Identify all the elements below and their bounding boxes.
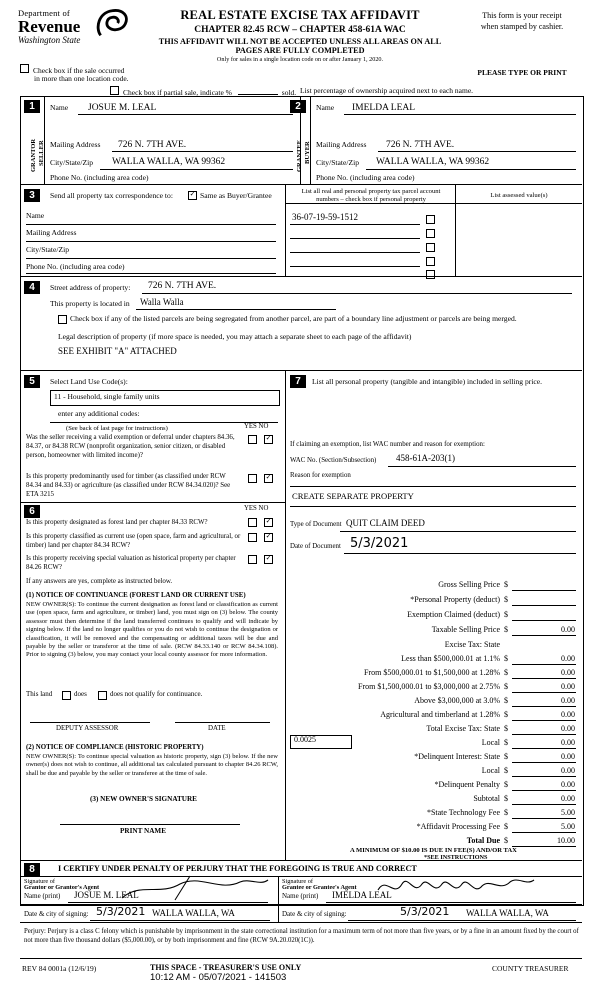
land-use-title: Select Land Use Code(s): [50, 377, 128, 386]
receipt-line2: when stamped by cashier. [480, 22, 564, 31]
buyer-city-value[interactable]: WALLA WALLA, WA 99362 [376, 157, 490, 167]
row-value-18[interactable]: 10.00 [557, 836, 575, 845]
s6-q2-no-checkbox[interactable]: ✓ [265, 533, 272, 540]
parcel-number-1[interactable]: 36-07-19-59-1512 [292, 212, 358, 222]
title-warning: THIS AFFIDAVIT WILL NOT BE ACCEPTED UNLESS ALL AREAS ON ALL PAGES ARE FULLY COMPLETED [158, 37, 442, 55]
type-print-note: PLEASE TYPE OR PRINT [477, 68, 567, 77]
title-main: REAL ESTATE EXCISE TAX AFFIDAVIT [180, 8, 420, 22]
local-rate-value: 0.0025 [294, 735, 316, 744]
buyer-mailing-rule [378, 151, 576, 152]
buyer-city-label: City/State/Zip [316, 158, 360, 167]
divider-assessed [455, 184, 456, 276]
divider-below-section4 [20, 370, 582, 371]
row-dollar-3: $ [504, 625, 508, 634]
row-dollar-14: $ [504, 780, 508, 789]
exemption-claim-label: If claiming an exemption, list WAC number and reason for exemption: [290, 441, 485, 448]
parcel-rule-4 [290, 266, 420, 267]
divider-sig-left-right [278, 876, 279, 904]
grantee-sig-label1: Signature of [282, 878, 313, 885]
grantor-sig-label2: Grantor or Grantor's Agent [24, 884, 100, 891]
row-rule-11 [512, 748, 576, 749]
s6-question-3: Is this property receiving special valuation as historical property per chapter 84.26 RCW? [26, 555, 236, 572]
row-value-14[interactable]: 0.00 [561, 780, 575, 789]
s6-question-1: Is this property designated as forest land per chapter 84.33 RCW? [26, 519, 208, 526]
row-label-1: *Personal Property (deduct) [410, 595, 500, 604]
s5-q2-yes-checkbox[interactable] [248, 474, 257, 483]
grantor-city-value[interactable]: WALLA WALLA, WA [152, 908, 235, 918]
land-use-value: 11 - Household, single family units [54, 392, 160, 401]
same-as-buyer-label: Same as Buyer/Grantee [200, 191, 272, 200]
row-dollar-15: $ [504, 794, 508, 803]
grantor-name-rule [68, 902, 268, 903]
additional-codes-label: enter any additional codes: [58, 409, 140, 418]
row-rule-18 [512, 846, 576, 847]
grantee-date-value[interactable]: 5/3/2021 [400, 905, 450, 918]
row-rule-9 [512, 720, 576, 721]
partial-sale-label: Check box if partial sale, indicate % [123, 88, 232, 97]
seller-city-value[interactable]: WALLA WALLA, WA 99362 [112, 157, 226, 167]
located-in-value[interactable]: Walla Walla [140, 297, 184, 307]
dept-line3: Washington State [18, 35, 81, 45]
seller-phone-label: Phone No. (including area code) [50, 173, 149, 182]
buyer-mailing-label: Mailing Address [316, 140, 367, 149]
print-name-label: PRINT NAME [120, 827, 166, 835]
grantee-name-label: Name (print) [282, 892, 319, 900]
row-dollar-5: $ [504, 654, 508, 663]
buyer-mailing-value[interactable]: 726 N. 7TH AVE. [386, 140, 455, 150]
s5-q1-no-checkbox[interactable]: ✓ [265, 435, 272, 442]
row-rule-0 [512, 590, 576, 591]
title-chapter: CHAPTER 82.45 RCW – CHAPTER 458-61A WAC [194, 25, 406, 35]
receipt-line1: This form is your receipt [482, 11, 562, 20]
section-7-number: 7 [290, 375, 306, 388]
grantor-date-label: Date & city of signing: [24, 910, 89, 918]
send-correspondence-label: Send all property tax correspondence to: [50, 191, 173, 200]
this-land-does-checkbox[interactable] [62, 691, 71, 700]
section-8-number: 8 [24, 863, 40, 876]
s3-phone-label: Phone No. (including area code) [26, 262, 125, 271]
reason-exemption-value[interactable]: CREATE SEPARATE PROPERTY [292, 491, 414, 501]
row-value-8[interactable]: 0.00 [561, 696, 575, 705]
reason-rule-2 [290, 506, 576, 507]
row-label-2: Exemption Claimed (deduct) [407, 610, 500, 619]
section-4-number: 4 [24, 281, 40, 294]
row-label-5: Less than $500,000.01 at 1.1% [401, 654, 500, 663]
s6-q3-yes-checkbox[interactable] [248, 555, 257, 564]
partial-sale-checkbox[interactable] [110, 86, 119, 95]
s3-phone-rule[interactable] [26, 273, 276, 274]
divider-sig-row [20, 904, 582, 905]
doc-type-value[interactable]: QUIT CLAIM DEED [346, 518, 425, 528]
perjury-note [24, 927, 580, 945]
row-value-15[interactable]: 0.00 [561, 794, 575, 803]
row-dollar-1: $ [504, 595, 508, 604]
row-label-16: *State Technology Fee [426, 808, 500, 817]
row-dollar-2: $ [504, 610, 508, 619]
s6-q3-no-checkbox[interactable]: ✓ [265, 555, 272, 562]
s5-question-1: Was the seller receiving a valid exemption or deferral under chapters 84.36, 84.37, or 84.38 RCW (nonprofit organization, senior citizen, or disabled person, homeowner with limited income)? [26, 434, 235, 460]
seller-mailing-label: Mailing Address [50, 140, 101, 149]
deputy-date-label: DATE [208, 725, 226, 732]
notice2-body: NEW OWNER(S): To continue special valuation as historic property, sign (3) below. If the new owner(s) does not wish to continue, all additional tax calculated pursuant to chapter 84.26 RCW, shall be due and payable by the seller or transferee at the time of sale. [26, 753, 278, 777]
row-value-10[interactable]: 0.00 [561, 724, 575, 733]
row-rule-3 [512, 635, 576, 636]
personal-property-title: List all personal property (tangible and intangible) included in selling price. [312, 377, 543, 386]
row-label-6: From $500,000.01 to $1,500,000 at 1.28% [364, 668, 500, 677]
row-dollar-11: $ [504, 738, 508, 747]
row-dollar-12: $ [504, 752, 508, 761]
s3-city-rule[interactable] [26, 258, 276, 259]
this-land-does-not-checkbox[interactable] [98, 691, 107, 700]
row-dollar-13: $ [504, 766, 508, 775]
street-address-value[interactable]: 726 N. 7TH AVE. [148, 281, 217, 291]
row-label-13: Local [481, 766, 500, 775]
notice1-body: NEW OWNER(S): To continue the current designation as forest land or classification as current use (open space, farm and agriculture, or timber) land, you must sign on (3) below. The county assessor must then determine if the land transferred continues to qualify and will indicate by signing below. If the land no longer qualifies or you do not wish to continue the designation or classification, it will be removed and the compensating or additional taxes will be due and payable by the seller or transferor at the time of sale. (RCW 84.33.140 or RCW 84.34.108). Prior to signing (3) below, you may contact your local county assessor for more information. [26, 601, 278, 659]
row-dollar-17: $ [504, 822, 508, 831]
notice2-title: (2) NOTICE OF COMPLIANCE (HISTORIC PROPERTY) [26, 744, 204, 751]
s3-mailing-rule[interactable] [26, 241, 276, 242]
buyer-name-rule [344, 114, 576, 115]
grantee-date-label: Date & city of signing: [282, 910, 347, 918]
this-land-label: This land [26, 690, 53, 698]
doc-date-value[interactable]: 5/3/2021 [350, 536, 409, 551]
parcel-personal-checkbox-5[interactable] [426, 270, 435, 279]
divider-section6 [20, 502, 285, 503]
grantor-date-value[interactable]: 5/3/2021 [96, 905, 146, 918]
s5-question-2: Is this property predominantly used for timber (as classified under RCW 84.34 and 84.33) or agriculture (as classified under RCW 84.34.020)? See ETA 3215 [26, 473, 231, 499]
page-header [0, 0, 600, 97]
row-rule-17 [512, 832, 576, 833]
doc-date-rule [344, 553, 576, 554]
row-value-3[interactable]: 0.00 [561, 625, 575, 634]
divider-below-parties [20, 184, 582, 185]
row-label-4: Excise Tax: State [444, 640, 500, 649]
row-rule-16 [512, 818, 576, 819]
revenue-swirl-icon [93, 7, 131, 41]
located-in-label: This property is located in [50, 299, 130, 308]
located-in-rule [136, 309, 336, 310]
county-treasurer-label: COUNTY TREASURER [492, 964, 569, 973]
row-label-15: Subtotal [473, 794, 500, 803]
seller-city-label: City/State/Zip [50, 158, 94, 167]
buyer-name-label: Name [316, 103, 335, 112]
row-value-12[interactable]: 0.00 [561, 752, 575, 761]
divider-bottom-section8 [20, 922, 582, 923]
seller-name-value[interactable]: JOSUE M. LEAL [88, 103, 157, 113]
s3-mailing-label: Mailing Address [26, 228, 77, 237]
s6-question-2: Is this property classified as current use (open space, farm and agricultural, or timber) land per chapter 84.34 RCW? [26, 533, 241, 550]
row-dollar-16: $ [504, 808, 508, 817]
section-5-number: 5 [24, 375, 40, 388]
certify-statement: I CERTIFY UNDER PENALTY OF PERJURY THAT THE FOREGOING IS TRUE AND CORRECT [58, 864, 417, 873]
parcel-personal-checkbox-3[interactable] [426, 243, 435, 252]
wac-number-label: WAC No. (Section/Subsection) [290, 457, 377, 464]
segregation-label: Check box if any of the listed parcels are being segregated from another parcel, are part of a boundary line adjustment or parcels are being merged. [70, 314, 517, 323]
grantor-name-value[interactable]: JOSUE M. LEAL [74, 890, 139, 900]
grantor-sig-label1: Signature of [24, 878, 55, 885]
row-rule-6 [512, 678, 576, 679]
s6-yesno-header: YES NO [244, 505, 269, 512]
this-land-does-label: does [74, 690, 87, 698]
row-value-7[interactable]: 0.00 [561, 682, 575, 691]
street-address-rule [142, 293, 572, 294]
reason-exemption-label: Reason for exemption [290, 472, 351, 479]
ownership-note: List percentage of ownership acquired next to each name. [300, 86, 474, 95]
row-value-6[interactable]: 0.00 [561, 668, 575, 677]
buyer-city-rule [366, 169, 576, 170]
seller-side-label: SELLER [38, 140, 45, 166]
divider-below-section3 [20, 276, 582, 277]
row-rule-14 [512, 790, 576, 791]
section-2-number: 2 [290, 100, 306, 113]
row-label-10: Total Excise Tax: State [426, 724, 500, 733]
row-label-17: *Affidavit Processing Fee [416, 822, 500, 831]
grantee-name-value[interactable]: IMELDA LEAL [332, 890, 392, 900]
row-rule-7 [512, 692, 576, 693]
row-rule-15 [512, 804, 576, 805]
buyer-side-label: BUYER [304, 141, 311, 164]
assessed-column-header: List assessed value(s) [490, 192, 548, 199]
s3-city-label: City/State/Zip [26, 245, 70, 254]
row-label-14: *Delinquent Penalty [434, 780, 500, 789]
legal-description-value[interactable]: SEE EXHIBIT "A" ATTACHED [58, 346, 177, 356]
form-revision: REV 84 0001a (12/6/19) [22, 964, 97, 973]
street-address-label: Street address of property: [50, 283, 131, 292]
form-title [150, 8, 450, 63]
doc-type-label: Type of Document [290, 521, 342, 528]
seller-name-rule [78, 114, 293, 115]
buyer-phone-label: Phone No. (including area code) [316, 173, 415, 182]
divider-section8 [20, 860, 582, 861]
see-back-note: (See back of last page for instructions) [66, 425, 168, 432]
see-instructions-note: *SEE INSTRUCTIONS [424, 854, 488, 861]
wac-number-rule [388, 466, 576, 467]
row-label-8: Above $3,000,000 at 3.0% [414, 696, 500, 705]
divider-section3 [285, 184, 286, 276]
notice1-title: (1) NOTICE OF CONTINUANCE (FOREST LAND OR CURRENT USE) [26, 592, 246, 599]
seller-mailing-value[interactable]: 726 N. 7TH AVE. [118, 140, 187, 150]
grantee-date-rule [348, 920, 576, 921]
row-value-5[interactable]: 0.00 [561, 654, 575, 663]
s3-name-label: Name [26, 211, 45, 220]
perjury-text: Perjury: Perjury is a class C felony which is punishable by imprisonment in the state correctional institution for a maximum term of not more than five years, or by a fine in an amount fixed by the court of not more than five thousand dollars ($5,000.00), or by both imprisonment and fine (RCW 9A.20.020(1C)). [24, 928, 579, 944]
dept-line2: Revenue [18, 17, 81, 36]
divider-sig-row-vert [278, 904, 279, 922]
row-dollar-6: $ [504, 668, 508, 677]
grantor-side-label: GRANTOR [30, 138, 37, 172]
divider-left-right-lower [285, 370, 286, 860]
row-value-9[interactable]: 0.00 [561, 710, 575, 719]
doc-type-rule [340, 531, 576, 532]
row-value-11[interactable]: 0.00 [561, 738, 575, 747]
parcel-rule-1 [290, 224, 420, 225]
row-dollar-9: $ [504, 710, 508, 719]
deputy-assessor-rule[interactable] [30, 722, 150, 723]
row-label-0: Gross Selling Price [438, 580, 500, 589]
row-rule-10 [512, 734, 576, 735]
grantor-signature[interactable] [120, 874, 270, 902]
dept-line1: Department of [18, 8, 70, 18]
row-label-11: Local [481, 738, 500, 747]
parcel-personal-checkbox-4[interactable] [426, 257, 435, 266]
section-1-number: 1 [24, 100, 40, 113]
grantee-side-label: GRANTEE [296, 139, 303, 172]
row-rule-2 [512, 620, 576, 621]
s3-name-rule[interactable] [26, 224, 276, 225]
s6-q2-yes-checkbox[interactable] [248, 533, 257, 542]
partial-sale-sold: sold. [281, 88, 297, 97]
multi-location-label: Check box if the sale occurred [33, 66, 125, 75]
multi-location-checkbox[interactable] [20, 64, 29, 73]
s6-q1-no-checkbox[interactable]: ✓ [265, 518, 272, 525]
grantee-sig-label2: Grantee or Grantee's Agent [282, 884, 357, 891]
s5-q1-yes-checkbox[interactable] [248, 435, 257, 444]
row-dollar-18: $ [504, 836, 508, 845]
row-rule-8 [512, 706, 576, 707]
seller-mailing-rule [112, 151, 293, 152]
grantee-signature[interactable] [376, 874, 536, 902]
s6-q1-yes-checkbox[interactable] [248, 518, 257, 527]
row-label-9: Agricultural and timberland at 1.28% [380, 710, 500, 719]
grantee-name-rule [326, 902, 576, 903]
row-label-18: Total Due [466, 836, 500, 845]
row-rule-5 [512, 664, 576, 665]
row-label-12: *Delinquent Interest: State [414, 752, 500, 761]
s5-yesno-header: YES NO [244, 423, 269, 430]
row-dollar-10: $ [504, 724, 508, 733]
deputy-date-rule[interactable] [175, 722, 270, 723]
deputy-assessor-label: DEPUTY ASSESSOR [56, 725, 119, 732]
segregation-checkbox[interactable] [58, 315, 67, 324]
row-dollar-0: $ [504, 580, 508, 589]
multi-location-label2: in more than one location code. [34, 74, 129, 83]
legal-description-label: Legal description of property (if more space is needed, you may attach a separate sheet to each page of the affidavit) [58, 332, 412, 341]
parcel-personal-checkbox-1[interactable] [426, 215, 435, 224]
buyer-side-bar [310, 96, 311, 184]
row-dollar-8: $ [504, 696, 508, 705]
grantee-city-value[interactable]: WALLA WALLA, WA [466, 908, 549, 918]
parcel-rule-2 [290, 238, 420, 239]
minimum-due-note: A MINIMUM OF $10.00 IS DUE IN FEE(S) AND/OR TAX [350, 847, 517, 854]
same-as-buyer-checkbox[interactable]: ✓ [189, 191, 196, 198]
s6-ifany-note: If any answers are yes, complete as instructed below. [26, 578, 173, 585]
reason-rule-1 [290, 486, 576, 487]
section-3-number: 3 [24, 189, 40, 202]
parcel-personal-checkbox-2[interactable] [426, 229, 435, 238]
row-label-7: From $1,500,000.01 to $3,000,000 at 2.75% [358, 682, 500, 691]
buyer-name-value[interactable]: IMELDA LEAL [352, 103, 416, 113]
section-6-number: 6 [24, 505, 40, 518]
row-rule-13 [512, 776, 576, 777]
divider-footer [20, 958, 582, 959]
row-rule-1 [512, 605, 576, 606]
notice3-title: (3) NEW OWNER'S SIGNATURE [90, 795, 197, 803]
treasurer-stamp: 10:12 AM - 05/07/2021 - 141503 [150, 972, 287, 983]
partial-sale-pct-field[interactable] [238, 94, 278, 95]
this-land-does-not-label: does not qualify for continuance. [110, 690, 203, 698]
row-rule-12 [512, 762, 576, 763]
parcel-column-header: List all real and personal property tax parcel account numbers – check box if personal property [301, 188, 441, 203]
treasurer-space-label: THIS SPACE - TREASURER'S USE ONLY [150, 963, 302, 972]
grantor-date-rule [90, 920, 270, 921]
seller-name-label: Name [50, 103, 69, 112]
seller-city-rule [100, 169, 293, 170]
grantor-name-label: Name (print) [24, 892, 61, 900]
row-value-17[interactable]: 5.00 [561, 822, 575, 831]
parcel-rule-3 [290, 252, 420, 253]
doc-date-label: Date of Document [290, 543, 341, 550]
row-value-13[interactable]: 0.00 [561, 766, 575, 775]
row-dollar-7: $ [504, 682, 508, 691]
row-value-16[interactable]: 5.00 [561, 808, 575, 817]
row-label-3: Taxable Selling Price [431, 625, 500, 634]
new-owner-signature-rule[interactable] [60, 824, 240, 825]
receipt-note [452, 10, 592, 32]
title-note: Only for sales in a single location code on or after January 1, 2020. [216, 56, 384, 63]
s5-q2-no-checkbox[interactable]: ✓ [265, 474, 272, 481]
wac-number-value[interactable]: 458-61A-203(1) [396, 453, 455, 463]
